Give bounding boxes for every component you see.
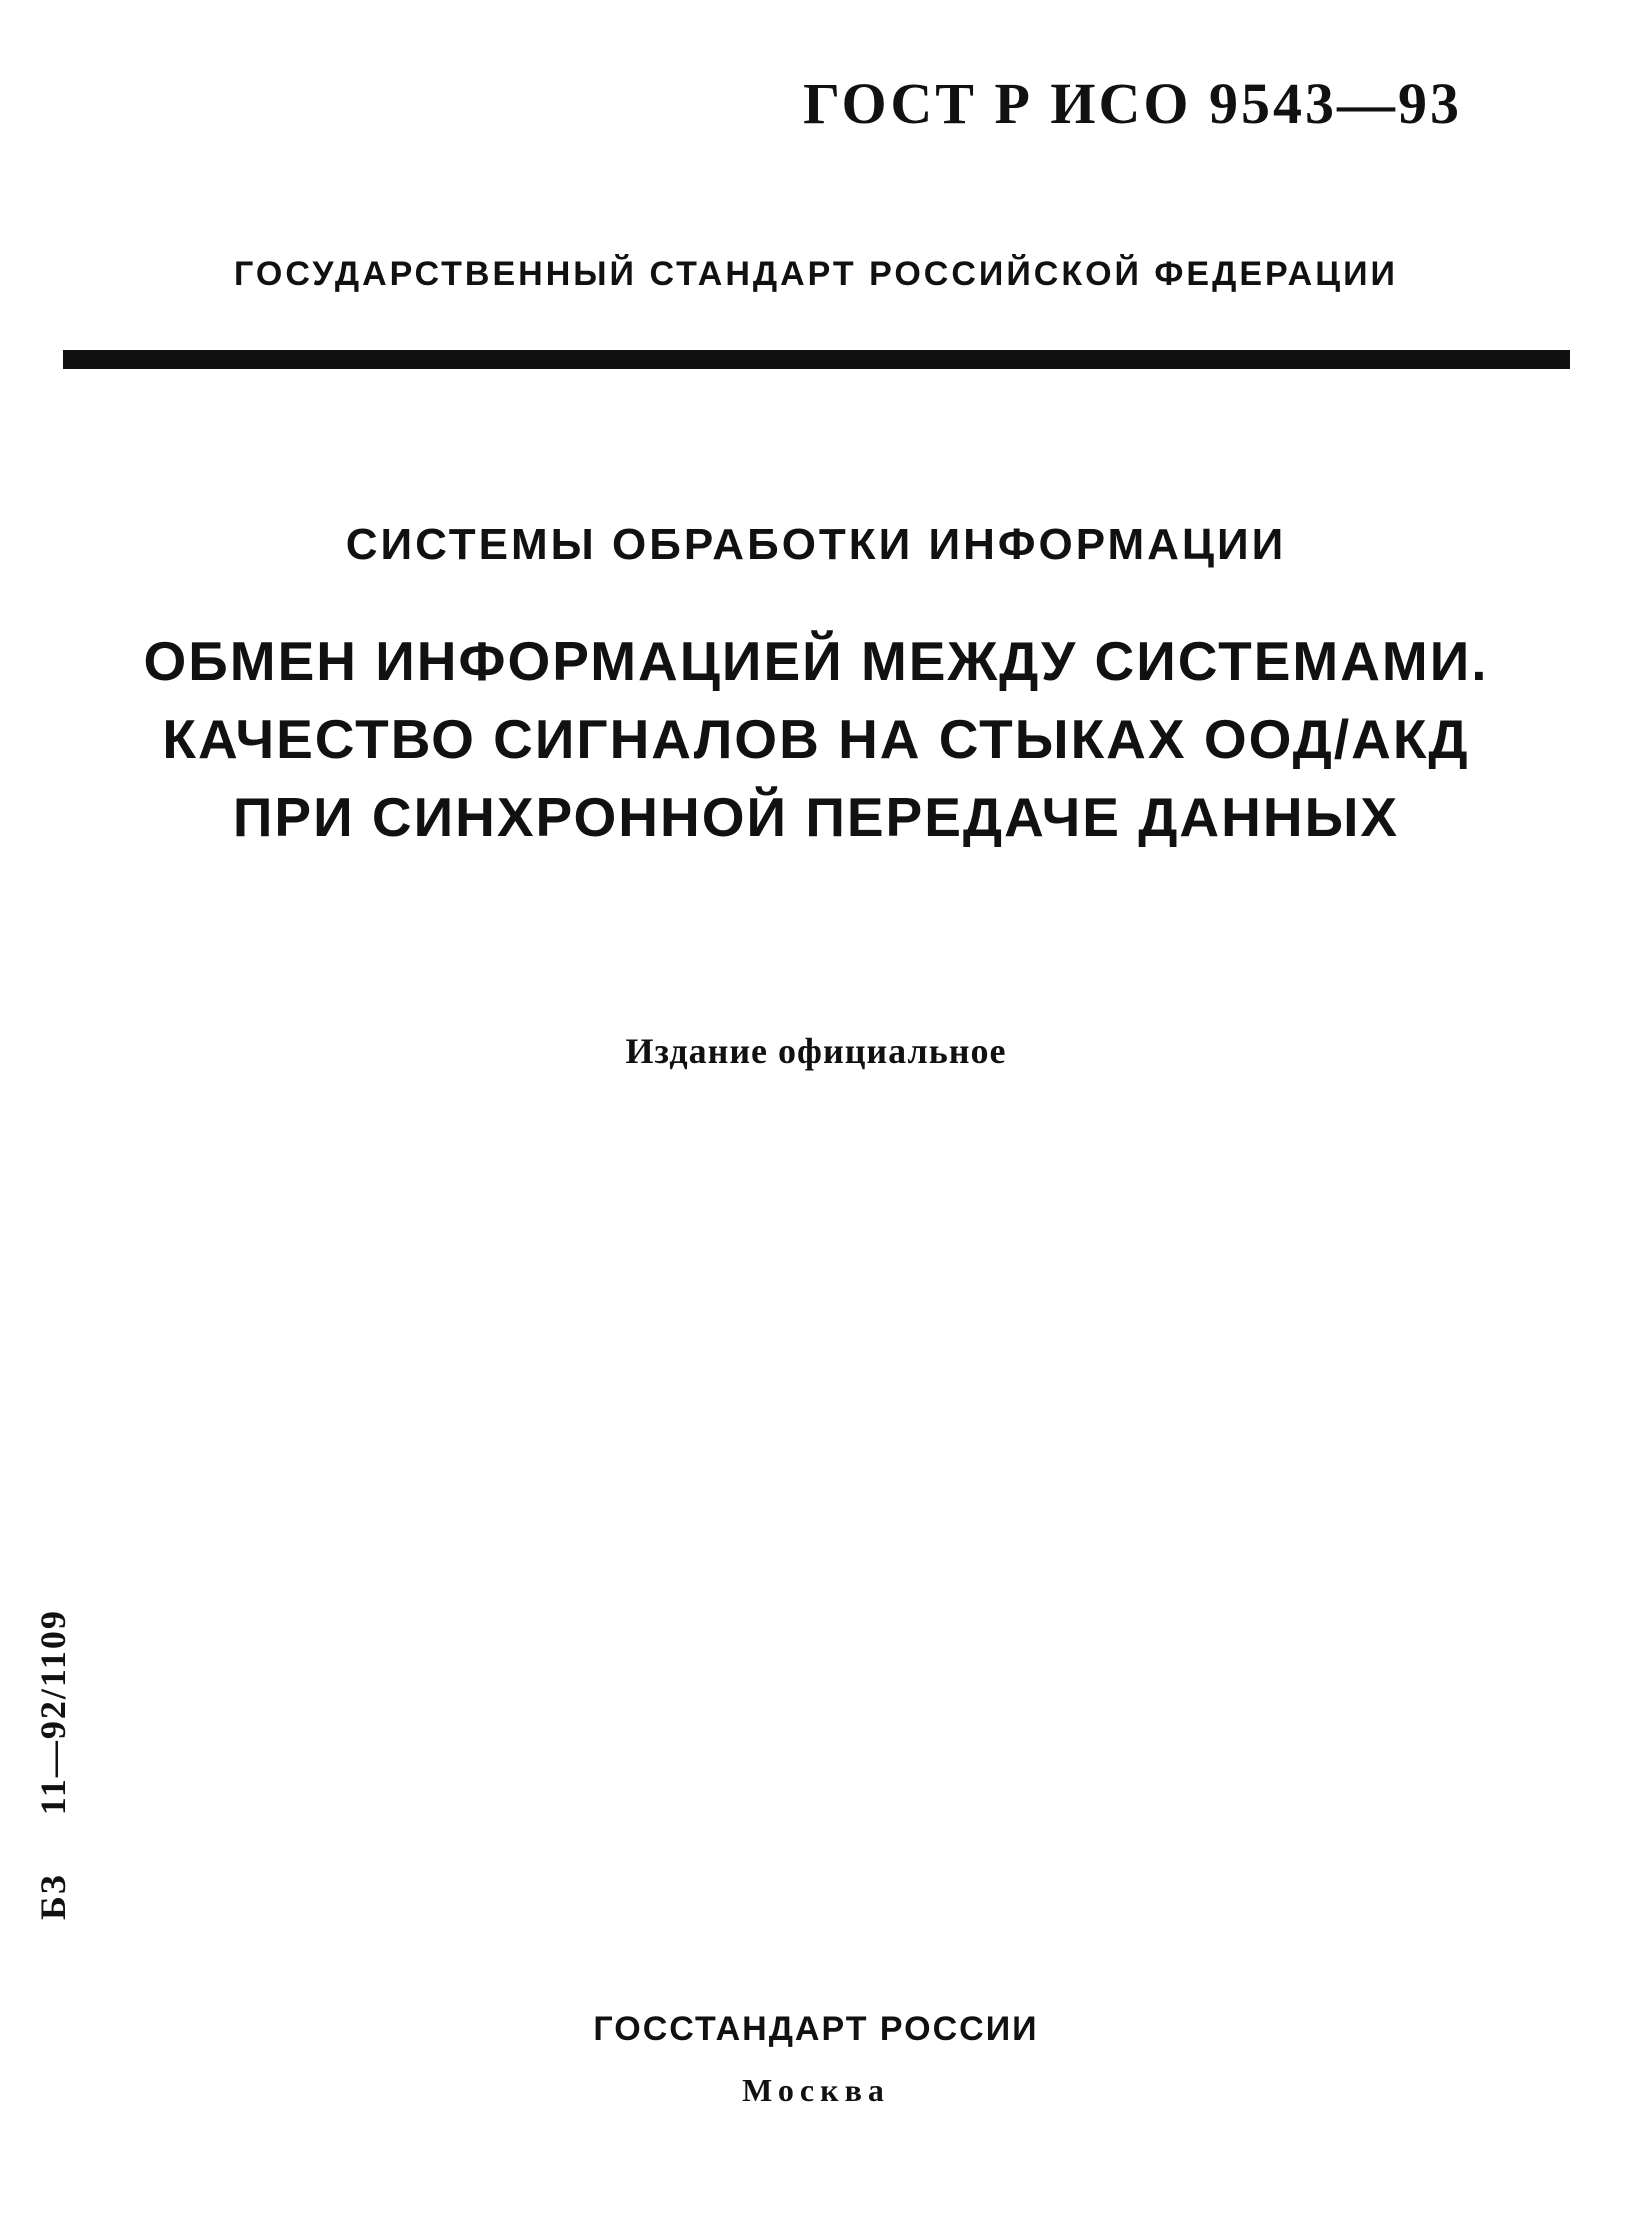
publisher-city: Москва xyxy=(742,2072,890,2108)
main-title xyxy=(0,622,1632,856)
main-title-line-2: КАЧЕСТВО СИГНАЛОВ НА СТЫКАХ ООД/АКД xyxy=(162,708,1470,770)
side-mark-code: 11—92/1109 xyxy=(33,1609,73,1816)
side-mark-prefix: БЗ xyxy=(33,1873,73,1920)
standard-number: ГОСТ Р ИСО 9543—93 xyxy=(803,71,1462,136)
state-standard-heading: ГОСУДАРСТВЕННЫЙ СТАНДАРТ РОССИЙСКОЙ ФЕДЕРАЦИИ xyxy=(234,255,1398,293)
series-title: СИСТЕМЫ ОБРАБОТКИ ИНФОРМАЦИИ xyxy=(345,520,1287,569)
main-title-line-1: ОБМЕН ИНФОРМАЦИЕЙ МЕЖДУ СИСТЕМАМИ. xyxy=(143,630,1489,692)
main-title-line-3: ПРИ СИНХРОННОЙ ПЕРЕДАЧЕ ДАННЫХ xyxy=(232,786,1400,848)
edition-label: Издание официальное xyxy=(625,1031,1007,1071)
publisher-name: ГОССТАНДАРТ РОССИИ xyxy=(593,2010,1039,2048)
header-rule xyxy=(63,350,1570,369)
